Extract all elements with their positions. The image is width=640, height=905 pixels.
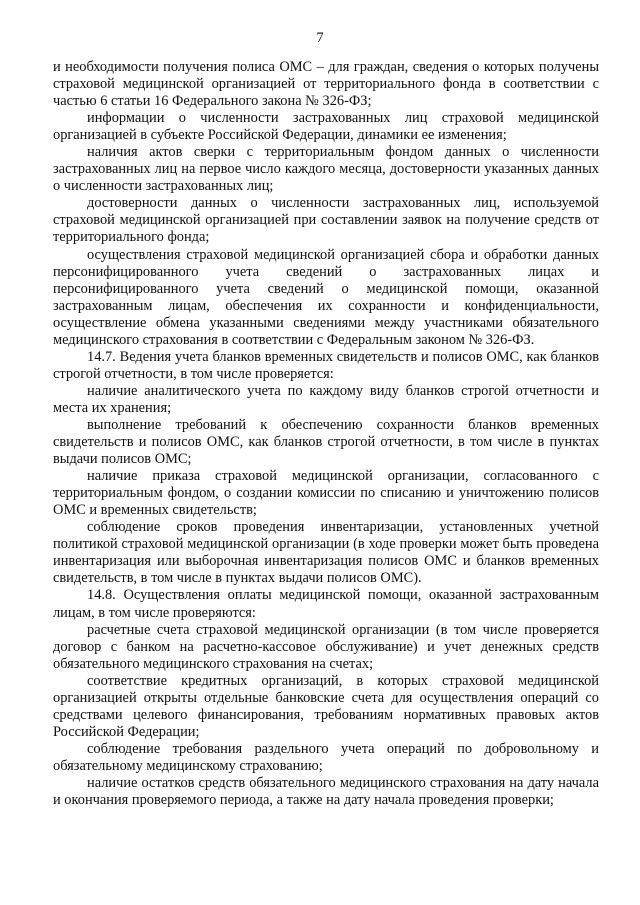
paragraph: наличие остатков средств обязательного медицинского страхования на дату начала и окончания проверяемого периода, а также на дату начала проведения проверки; xyxy=(53,774,599,809)
section-heading-14-7: 14.7. Ведения учета бланков временных свидетельств и полисов ОМС, как бланков строгой отчетности, в том числе проверяется: xyxy=(53,348,599,382)
paragraph: соответствие кредитных организаций, в которых страховой медицинской организацией открыты отдельные банковские счета для осуществления операций со средствами целевого финансирования, требованиям нормативных правовых актов Российской Федерации; xyxy=(53,672,599,740)
paragraph: осуществления страховой медицинской организацией сбора и обработки данных персонифицированного учета сведений о застрахованных лицах и персонифицированного учета сведений о медицинской помощи, оказанной застрахованным лицам, обеспечения их сохранности и конфиденциальности, осуществление обмена указанными сведениями между участниками обязательного медицинского страхования в соответствии с Федеральным законом № 326-ФЗ. xyxy=(53,246,599,348)
paragraph: наличие приказа страховой медицинской организации, согласованного с территориальным фондом, о создании комиссии по списанию и уничтожению полисов ОМС и временных свидетельств; xyxy=(53,468,599,519)
paragraph: достоверности данных о численности застрахованных лиц, используемой страховой медицинской организацией при составлении заявок на получение средств от территориального фонда; xyxy=(53,195,599,246)
section-heading-14-8: 14.8. Осуществления оплаты медицинской помощи, оказанной застрахованным лицам, в том числе проверяются: xyxy=(53,587,599,621)
paragraph: и необходимости получения полиса ОМС – для граждан, сведения о которых получены страховой медицинской организацией от территориального фонда в соответствии с частью 6 статьи 16 Федерального закона № 326-ФЗ; xyxy=(53,59,599,110)
page-number: 7 xyxy=(316,30,324,46)
paragraph: соблюдение сроков проведения инвентаризации, установленных учетной политикой страховой медицинской организации (в ходе проверки может быть проведена инвентаризация или выборочная инвентаризация полисов ОМС и бланков временных свидетельств, в том числе в пунктах выдачи полисов ОМС). xyxy=(53,519,599,587)
paragraph: наличия актов сверки с территориальным фондом данных о численности застрахованных лиц на первое число каждого месяца, достоверности указанных данных о численности застрахованных лиц; xyxy=(53,144,599,195)
paragraph: информации о численности застрахованных лиц страховой медицинской организацией в субъекте Российской Федерации, динамики ее изменения; xyxy=(53,110,599,144)
paragraph: наличие аналитического учета по каждому виду бланков строгой отчетности и места их хранения; xyxy=(53,382,599,416)
paragraph: соблюдение требования раздельного учета операций по добровольному и обязательному медицинскому страхованию; xyxy=(53,740,599,774)
paragraph: расчетные счета страховой медицинской организации (в том числе проверяется договор с банком на расчетно-кассовое обслуживание) и учет денежных средств обязательного медицинского страхования на счетах; xyxy=(53,621,599,672)
paragraph: выполнение требований к обеспечению сохранности бланков временных свидетельств и полисов ОМС, как бланков строгой отчетности, в том числе в пунктах выдачи полисов ОМС; xyxy=(53,416,599,468)
document-body xyxy=(53,59,599,809)
